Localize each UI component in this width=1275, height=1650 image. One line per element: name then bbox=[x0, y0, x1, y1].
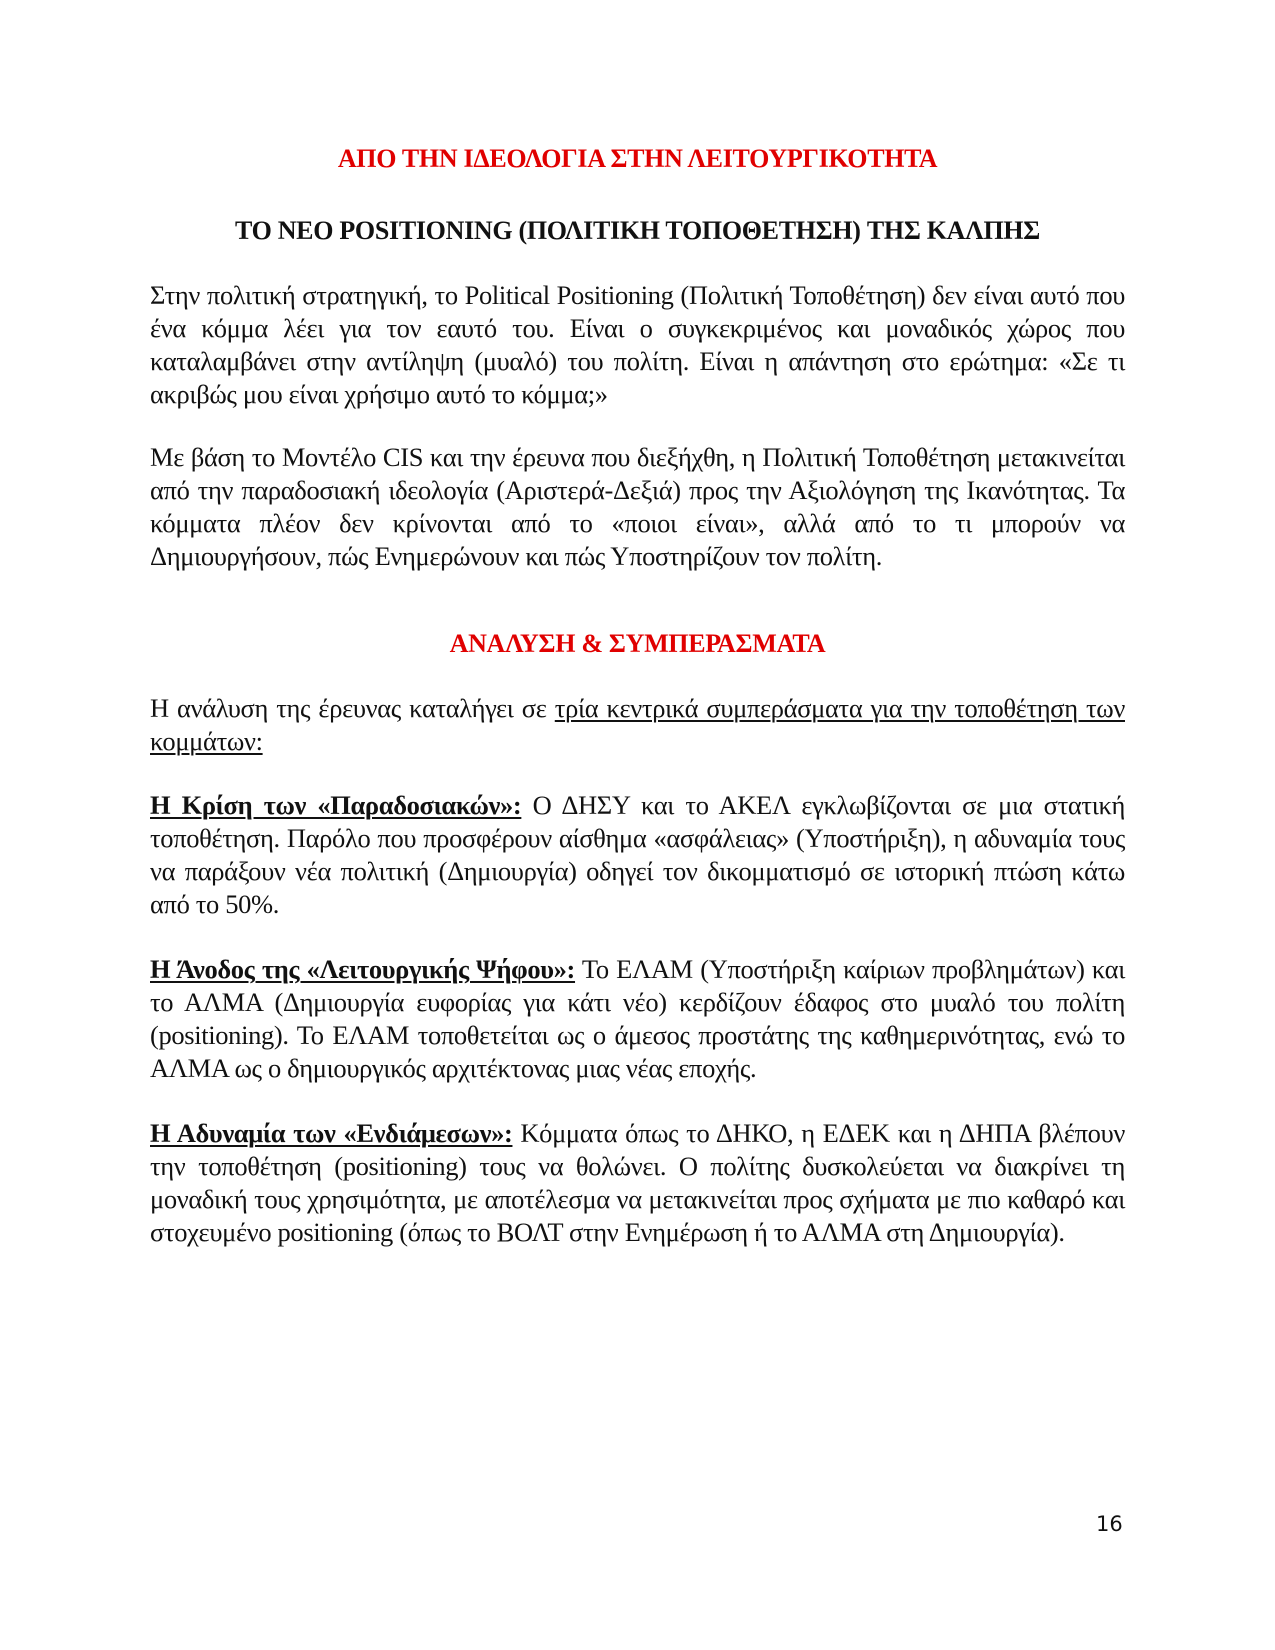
conclusion-2-lead: Η Άνοδος της «Λειτουργικής Ψήφου»: bbox=[150, 954, 576, 984]
analysis-intro-underlined: τρία κεντρικά συμπεράσματα για την τοποθέτηση των κομμάτων: bbox=[150, 693, 1125, 756]
page-content bbox=[150, 142, 1125, 1249]
conclusion-3-text: Κόμματα όπως το ΔΗΚΟ, η ΕΔΕΚ και η ΔΗΠΑ βλέπουν την τοποθέτηση (positioning) τους να θολώνει. Ο πολίτης δυσκολεύεται να διακρίνει τη μοναδική τους χρησιμότητα, με αποτέλεσμα να μετακινείται προς σχήματα με πιο καθαρό και στοχευμένο positioning (όπως το ΒΟΛΤ στην Ενημέρωση ή το ΑΛΜΑ στη Δημιουργία). bbox=[150, 1118, 1125, 1247]
conclusion-3 bbox=[150, 1117, 1125, 1249]
intro-paragraph-1: Στην πολιτική στρατηγική, το Political Positioning (Πολιτική Τοποθέτηση) δεν είναι αυτό που ένα κόμμα λέει για τον εαυτό του. Είναι ο συγκεκριμένος και μοναδικός χώρος που καταλαμβάνει στην αντίληψη (μυαλό) του πολίτη. Είναι η απάντηση στο ερώτημα: «Σε τι ακριβώς μου είναι χρήσιμο αυτό το κόμμα;» bbox=[150, 280, 1125, 409]
conclusion-2 bbox=[150, 953, 1125, 1085]
analysis-intro-text: Η ανάλυση της έρευνας καταλήγει σε bbox=[150, 693, 555, 723]
intro-paragraph-2: Με βάση το Μοντέλο CIS και την έρευνα που διεξήχθη, η Πολιτική Τοποθέτηση μετακινείται από την παραδοσιακή ιδεολογία (Αριστερά-Δεξιά) προς την Αξιολόγηση της Ικανότητας. Τα κόμματα πλέον δεν κρίνονται από το «ποιοι είναι», αλλά από το τι μπορούν να Δημιουργήσουν, πώς Ενημερώνουν και πώς Υποστηρίζουν τον πολίτη. bbox=[150, 442, 1125, 571]
section-heading: ΑΝΑΛΥΣΗ & ΣΥΜΠΕΡΑΣΜΑΤΑ bbox=[449, 629, 826, 658]
page-subtitle: ΤΟ ΝΕΟ POSITIONING (ΠΟΛΙΤΙΚΗ ΤΟΠΟΘΕΤΗΣΗ) ΤΗΣ ΚΑΛΠΗΣ bbox=[235, 216, 1040, 245]
analysis-intro bbox=[150, 692, 1125, 758]
page-title: ΑΠΟ ΤΗΝ ΙΔΕΟΛΟΓΙΑ ΣΤΗΝ ΛΕΙΤΟΥΡΓΙΚΟΤΗΤΑ bbox=[337, 144, 938, 173]
conclusion-1-text: Ο ΔΗΣΥ και το ΑΚΕΛ εγκλωβίζονται σε μια στατική τοποθέτηση. Παρόλο που προσφέρουν αίσθημα «ασφάλειας» (Υποστήριξη), η αδυναμία τους να παράξουν νέα πολιτική (Δημιουργία) οδηγεί τον δικομματισμό σε ιστορική πτώση κάτω από το 50%. bbox=[150, 790, 1125, 919]
page-number: 16 bbox=[1096, 1512, 1123, 1536]
conclusion-2-text: Το ΕΛΑΜ (Υποστήριξη καίριων προβλημάτων) και το ΑΛΜΑ (Δημιουργία ευφορίας για κάτι νέο) κερδίζουν έδαφος στο μυαλό του πολίτη (positioning). Το ΕΛΑΜ τοποθετείται ως ο άμεσος προστάτης της καθημερινότητας, ενώ το ΑΛΜΑ ως ο δημιουργικός αρχιτέκτονας μιας νέας εποχής. bbox=[150, 954, 1125, 1083]
conclusion-1-lead: Η Κρίση των «Παραδοσιακών»: bbox=[150, 790, 522, 820]
conclusion-1 bbox=[150, 789, 1125, 921]
conclusion-3-lead: Η Αδυναμία των «Ενδιάμεσων»: bbox=[150, 1118, 513, 1148]
